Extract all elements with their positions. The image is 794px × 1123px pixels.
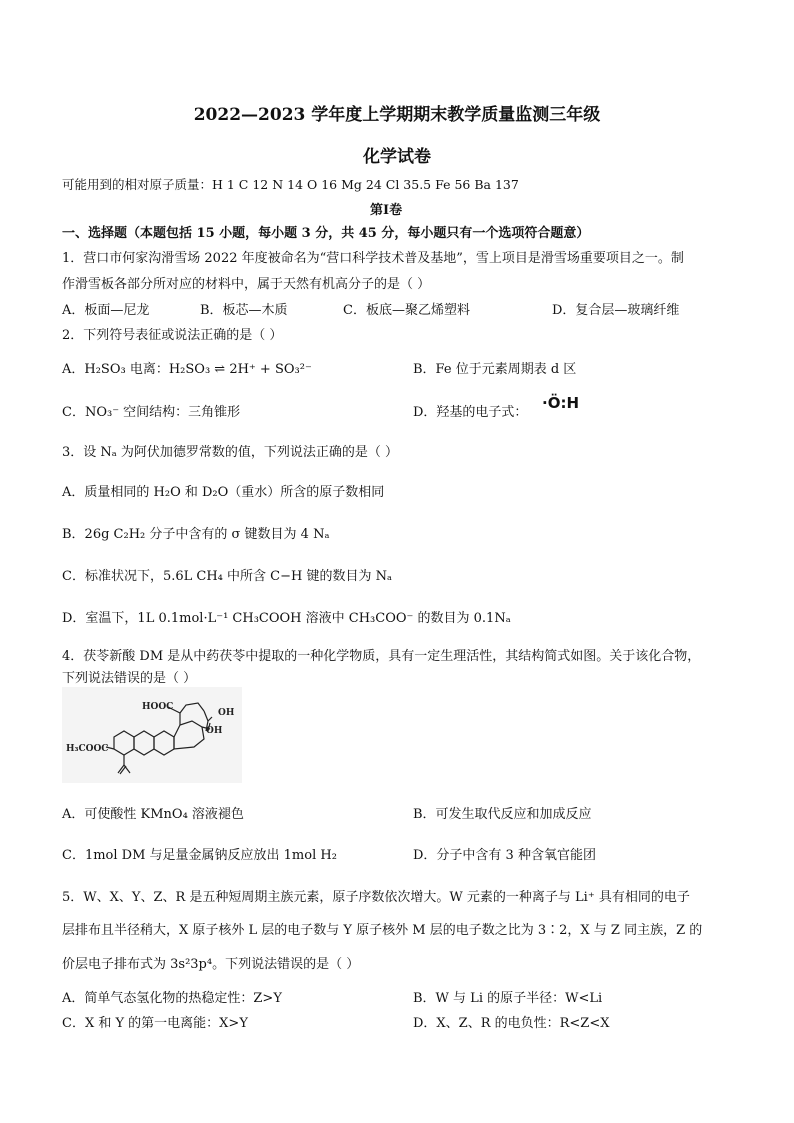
q4-option-a: A．可使酸性 KMnO₄ 溶液褪色 <box>62 807 244 822</box>
q5-option-c: C．X 和 Y 的第一电离能：X>Y <box>62 1016 248 1031</box>
q5-stem-line1: 5．W、X、Y、Z、R 是五种短周期主族元素，原子序数依次增大。W 元素的一种离子与 Li⁺ 具有相同的电子 <box>62 890 690 905</box>
q4-stem-line2: 下列说法错误的是（ ） <box>62 671 197 686</box>
q3-option-b: B．26g C₂H₂ 分子中含有的 σ 键数目为 4 Nₐ <box>62 527 330 542</box>
section-heading: 一、选择题（本题包括 15 小题，每小题 3 分，共 45 分，每小题只有一个选项符合题意） <box>62 226 590 241</box>
molecule-structure-svg <box>62 687 242 783</box>
q1-option-a: A．板面—尼龙 <box>62 303 150 318</box>
mol-label-oh-ring: OH <box>206 726 223 736</box>
exam-subtitle: 化学试卷 <box>363 147 431 167</box>
q2-option-c: C．NO₃⁻ 空间结构：三角锥形 <box>62 405 241 420</box>
q3-option-c: C．标准状况下，5.6L CH₄ 中所含 C−H 键的数目为 Nₐ <box>62 569 392 584</box>
q5-option-d: D．X、Z、R 的电负性：R<Z<X <box>413 1016 610 1031</box>
part-heading: 第Ⅰ卷 <box>370 203 403 218</box>
q1-stem-line1: 1．营口市何家沟滑雪场 2022 年度被命名为“营口科学技术普及基地”，雪上项目是滑雪场重要项目之一。制 <box>62 251 684 266</box>
mol-label-hooc: HOOC <box>142 702 174 712</box>
q5-option-a: A．简单气态氢化物的热稳定性：Z>Y <box>62 991 282 1006</box>
q4-option-d: D．分子中含有 3 种含氧官能团 <box>413 848 596 863</box>
hydroxyl-lewis-structure: ·Ö:H <box>542 394 580 412</box>
q1-option-d: D．复合层—玻璃纤维 <box>552 303 680 318</box>
mol-label-ester: H₃COOC <box>66 744 109 754</box>
atomic-masses: 可能用到的相对原子质量：H 1 C 12 N 14 O 16 Mg 24 Cl 35.5 Fe 56 Ba 137 <box>62 177 519 192</box>
molecule-structure-figure <box>62 687 242 783</box>
q1-stem-line2: 作滑雪板各部分所对应的材料中，属于天然有机高分子的是（ ） <box>62 277 431 292</box>
q3-option-d: D．室温下，1L 0.1mol·L⁻¹ CH₃COOH 溶液中 CH₃COO⁻ 的数目为 0.1Nₐ <box>62 611 511 626</box>
q2-option-a: A．H₂SO₃ 电离：H₂SO₃ ⇌ 2H⁺ + SO₃²⁻ <box>62 362 312 377</box>
q3-stem: 3．设 Nₐ 为阿伏加德罗常数的值，下列说法正确的是（ ） <box>62 445 399 460</box>
q2-option-b: B．Fe 位于元素周期表 d 区 <box>413 362 577 377</box>
q4-stem-line1: 4．茯苓新酸 DM 是从中药茯苓中提取的一种化学物质，具有一定生理活性，其结构简式如图。关于该化合物， <box>62 649 701 664</box>
q3-option-a: A．质量相同的 H₂O 和 D₂O（重水）所含的原子数相同 <box>62 485 385 500</box>
exam-title: 2022—2023 学年度上学期期末教学质量监测三年级 <box>193 105 601 125</box>
q5-stem-line3: 价层电子排布式为 3s²3p⁴。下列说法错误的是（ ） <box>62 957 360 972</box>
q2-option-d: D．羟基的电子式： <box>413 405 528 420</box>
q4-option-b: B．可发生取代反应和加成反应 <box>413 807 592 822</box>
q5-stem-line2: 层排布且半径稍大，X 原子核外 L 层的电子数与 Y 原子核外 M 层的电子数之比为 3∶2，X 与 Z 同主族，Z 的 <box>62 923 703 938</box>
q1-option-c: C．板底—聚乙烯塑料 <box>343 303 470 318</box>
q5-option-b: B．W 与 Li 的原子半径：W<Li <box>413 991 603 1006</box>
q1-option-b: B．板芯—木质 <box>200 303 288 318</box>
q4-option-c: C．1mol DM 与足量金属钠反应放出 1mol H₂ <box>62 848 337 863</box>
q2-stem: 2．下列符号表征或说法正确的是（ ） <box>62 328 283 343</box>
mol-label-oh-top: OH <box>218 708 235 718</box>
